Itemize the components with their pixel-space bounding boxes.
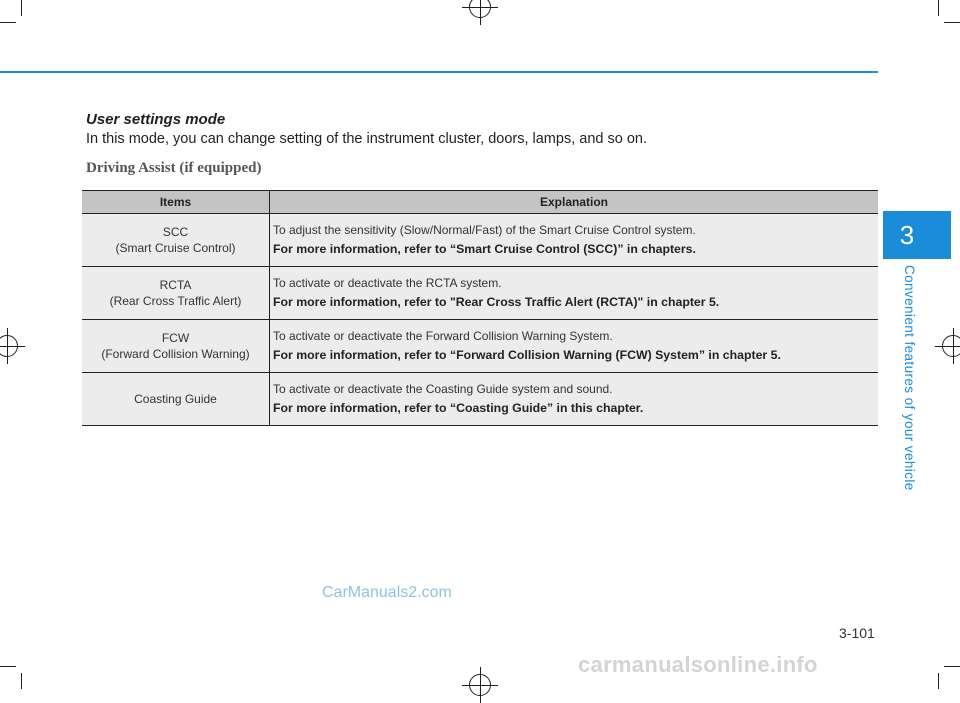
mode-heading: User settings mode	[86, 111, 226, 128]
explanation-text: To activate or deactivate the Forward Collision Warning System.	[273, 329, 613, 343]
registration-mark-top	[469, 0, 491, 18]
reference-text: For more information, refer to "Rear Cross Traffic Alert (RCTA)" in chapter 5.	[273, 295, 720, 309]
chapter-title: Convenient features of your vehicle	[902, 265, 917, 491]
page-number: 3-101	[839, 625, 875, 641]
watermark-carmanuals2[interactable]: CarManuals2.com	[322, 584, 452, 601]
item-cell	[82, 373, 270, 426]
item-full-name: (Forward Collision Warning)	[101, 347, 250, 361]
explanation-text: To activate or deactivate the Coasting Guide system and sound.	[273, 382, 613, 396]
explanation-cell	[270, 267, 879, 320]
crop-mark-bottom-left-v	[21, 673, 22, 689]
crop-mark-bottom-right-h	[944, 666, 960, 667]
crop-mark-bottom-left-h	[0, 666, 16, 667]
crop-mark-top-right-h	[944, 22, 960, 23]
crop-mark-bottom-right-v	[938, 673, 939, 689]
reference-text: For more information, refer to “Coasting Guide” in this chapter.	[273, 401, 644, 415]
table-row	[82, 267, 878, 320]
watermark-carmanualsonline: carmanualsonline.info	[578, 652, 818, 677]
crop-mark-top-left-h	[0, 22, 16, 23]
table-row	[82, 320, 878, 373]
explanation-cell	[270, 320, 879, 373]
item-name: SCC	[162, 225, 189, 239]
crop-mark-top-right-v	[938, 0, 939, 16]
explanation-column-header: Explanation	[270, 191, 879, 214]
item-cell	[82, 320, 270, 373]
item-name: Coasting Guide	[134, 392, 217, 406]
explanation-cell	[270, 373, 879, 426]
registration-mark-right	[942, 335, 960, 357]
item-full-name: (Smart Cruise Control)	[115, 241, 236, 255]
section-heading: Driving Assist (if equipped)	[86, 160, 262, 176]
registration-mark-bottom	[469, 674, 491, 696]
header-rule	[0, 71, 878, 73]
item-cell	[82, 214, 270, 267]
item-cell	[82, 267, 270, 320]
chapter-tab	[883, 211, 951, 259]
crop-mark-top-left-v	[21, 0, 22, 16]
item-name: FCW	[161, 331, 190, 345]
reference-text: For more information, refer to “Forward Collision Warning (FCW) System” in chapter 5.	[273, 348, 781, 362]
item-full-name: (Rear Cross Traffic Alert)	[109, 294, 242, 308]
explanation-text: To activate or deactivate the RCTA system.	[273, 276, 502, 290]
mode-description: In this mode, you can change setting of the instrument cluster, doors, lamps, and so on.	[86, 131, 647, 147]
driving-assist-table	[82, 190, 878, 426]
table-row	[82, 373, 878, 426]
explanation-cell	[270, 214, 879, 267]
items-column-header: Items	[82, 191, 270, 214]
chapter-number: 3	[899, 220, 915, 250]
registration-mark-left	[0, 335, 18, 357]
table-row	[82, 214, 878, 267]
reference-text: For more information, refer to “Smart Cruise Control (SCC)” in chapters.	[273, 242, 696, 256]
table-header-row	[82, 191, 878, 214]
item-name: RCTA	[159, 278, 192, 292]
explanation-text: To adjust the sensitivity (Slow/Normal/Fast) of the Smart Cruise Control system.	[273, 223, 696, 237]
